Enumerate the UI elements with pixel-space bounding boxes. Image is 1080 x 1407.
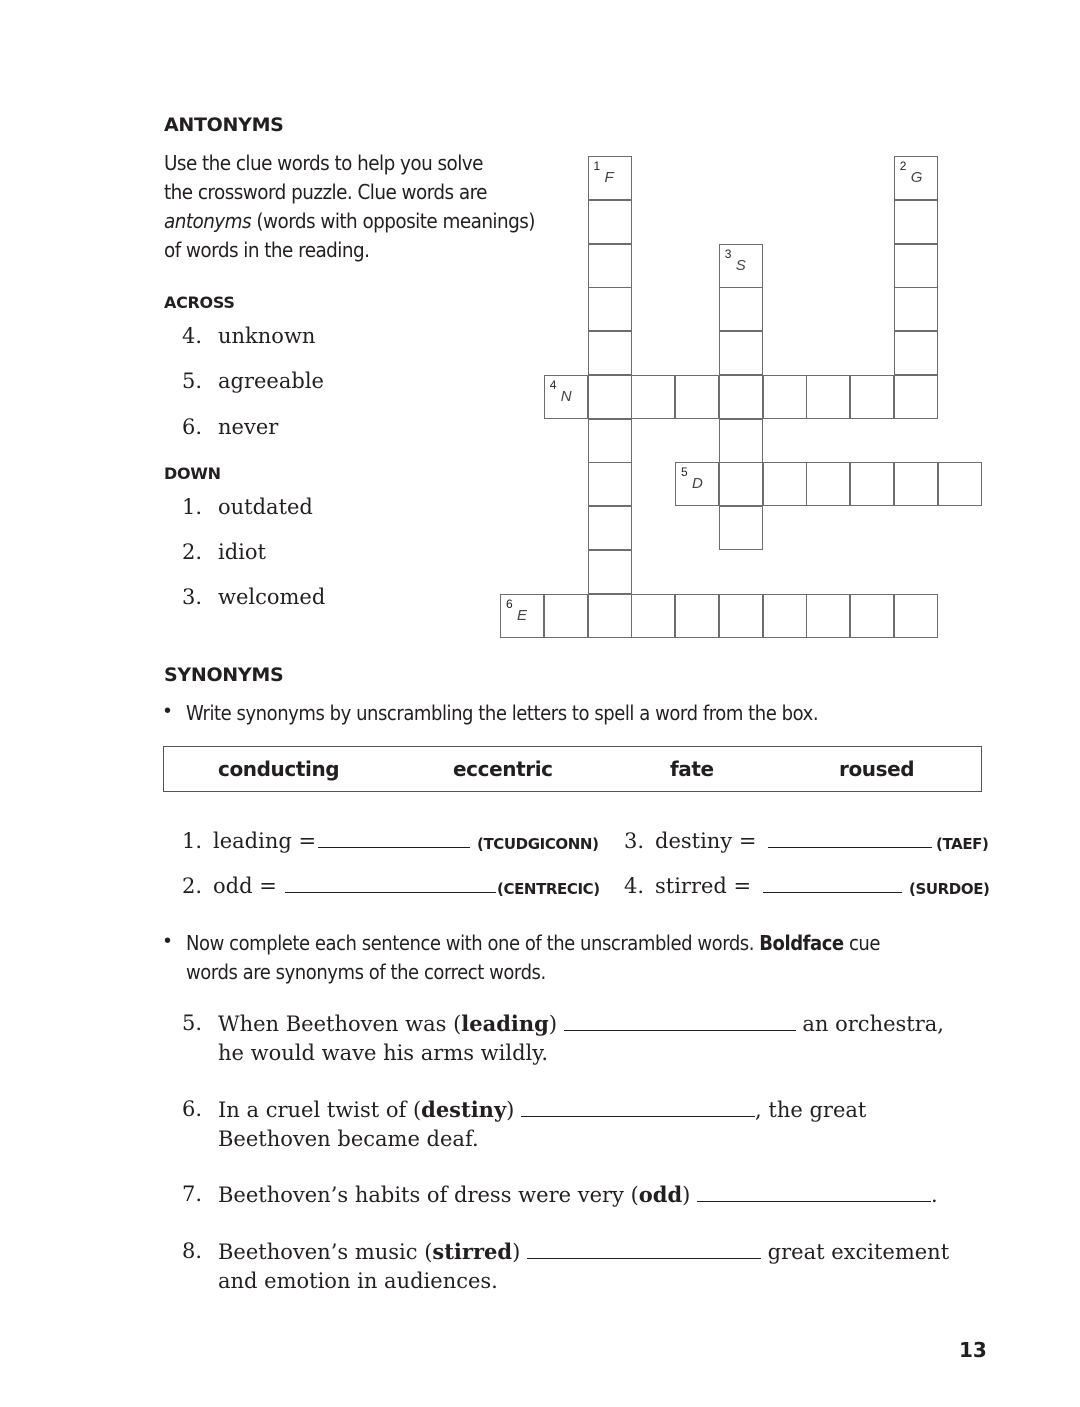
unscramble-item: [624, 874, 902, 898]
crossword-cell[interactable]: [850, 462, 894, 506]
crossword-cell[interactable]: [894, 244, 938, 288]
crossword-cell[interactable]: [588, 244, 632, 288]
crossword-cell[interactable]: [894, 462, 938, 506]
clue-word: idiot: [218, 540, 266, 564]
crossword-cell[interactable]: [588, 419, 632, 463]
item-number: 2.: [182, 874, 203, 898]
scrambled-letters: (CENTRECIC): [497, 880, 600, 898]
sentence-text: .: [931, 1183, 938, 1207]
intro-line-3-rest: (words with opposite meanings): [256, 209, 535, 233]
crossword-cell[interactable]: [850, 375, 894, 419]
sentence-text: ): [548, 1012, 558, 1036]
scrambled-letters: (TAEF): [936, 835, 989, 853]
hint-letter: G: [910, 169, 923, 186]
clue-number: 3.: [182, 585, 203, 609]
answer-blank[interactable]: [768, 829, 932, 848]
sentence-line-2: Beethoven became deaf.: [218, 1127, 479, 1151]
sentence-text: In a cruel twist of (: [218, 1098, 422, 1122]
clue-word: never: [218, 415, 279, 439]
sentence-item: [182, 1009, 972, 1068]
crossword-cell[interactable]: [588, 331, 632, 375]
bullet-icon: •: [164, 700, 172, 722]
crossword-cell[interactable]: [544, 594, 588, 638]
sentence-text: Beethoven’s habits of dress were very (: [218, 1183, 639, 1207]
hint-letter: D: [692, 475, 703, 493]
crossword-cell[interactable]: [719, 419, 763, 463]
crossword-cell[interactable]: [894, 375, 938, 419]
hint-letter: F: [604, 169, 614, 186]
crossword-cell[interactable]: [588, 287, 632, 331]
sentence-number: 6.: [182, 1097, 203, 1121]
hint-letter: S: [735, 256, 746, 274]
sentence-number: 8.: [182, 1239, 203, 1263]
instruction-bold: Boldface: [759, 931, 844, 955]
crossword-cell[interactable]: [806, 462, 850, 506]
crossword-grid: [0, 0, 1080, 660]
crossword-cell[interactable]: [588, 375, 632, 419]
item-prompt: odd =: [213, 874, 277, 898]
crossword-cell[interactable]: [500, 594, 544, 638]
sentence-number: 7.: [182, 1182, 203, 1206]
clue-word: outdated: [218, 495, 313, 519]
intro-italic-word: antonyms: [164, 209, 252, 233]
unscramble-item: [624, 829, 932, 853]
bullet-icon: •: [164, 930, 172, 952]
clue-start-number: 4: [549, 377, 557, 392]
answer-blank[interactable]: [527, 1240, 761, 1259]
crossword-cell[interactable]: [675, 375, 719, 419]
instruction-line-2: words are synonyms of the correct words.: [186, 960, 546, 984]
cue-word: stirred: [432, 1239, 513, 1264]
clue-word: unknown: [218, 324, 316, 348]
sentence-instruction: [186, 929, 880, 987]
clue-number: 2.: [182, 540, 203, 564]
hint-letter: N: [560, 387, 572, 405]
crossword-cell[interactable]: [763, 594, 807, 638]
crossword-cell[interactable]: [894, 594, 938, 638]
clue-number: 5.: [182, 369, 203, 393]
clue-start-number: 1: [593, 159, 601, 173]
synonyms-instruction: Write synonyms by unscrambling the letters to spell a word from the box.: [186, 701, 819, 725]
crossword-cell[interactable]: [675, 594, 719, 638]
crossword-cell[interactable]: [806, 375, 850, 419]
clue-number: 4.: [182, 324, 203, 348]
clue-start-number: 6: [506, 596, 513, 611]
crossword-cell[interactable]: [850, 594, 894, 638]
clue-start-number: 2: [899, 159, 907, 173]
clue-number: 6.: [182, 415, 203, 439]
sentence-item: [182, 1095, 972, 1154]
intro-line-4: of words in the reading.: [164, 238, 370, 262]
crossword-cell[interactable]: [938, 462, 982, 506]
sentence-text: , the great: [755, 1098, 867, 1122]
synonyms-heading: SYNONYMS: [164, 664, 284, 686]
sentence-text: great excitement: [767, 1240, 950, 1264]
crossword-cell[interactable]: [894, 200, 938, 244]
crossword-cell[interactable]: [719, 244, 763, 288]
sentence-number: 5.: [182, 1011, 203, 1035]
instruction-line-1: [186, 929, 880, 958]
sentence-line-2: he would wave his arms wildly.: [218, 1041, 549, 1065]
cue-word: odd: [638, 1182, 683, 1207]
instruction-text: cue: [848, 931, 880, 955]
crossword-cell[interactable]: [894, 287, 938, 331]
crossword-cell[interactable]: [631, 375, 675, 419]
answer-blank[interactable]: [318, 829, 470, 848]
scrambled-letters: (TCUDGICONN): [477, 835, 599, 853]
sentence-text: ): [506, 1098, 515, 1122]
sentence-line-2: and emotion in audiences.: [218, 1269, 498, 1293]
intro-line-2: the crossword puzzle. Clue words are: [164, 180, 487, 204]
crossword-cell[interactable]: [631, 594, 675, 638]
crossword-cell[interactable]: [588, 506, 632, 550]
hint-letter: E: [517, 606, 528, 624]
item-prompt: destiny =: [655, 829, 757, 853]
sentence-text: Beethoven’s music (: [218, 1240, 433, 1264]
crossword-cell[interactable]: [719, 594, 763, 638]
crossword-cell[interactable]: [894, 331, 938, 375]
box-word: conducting: [218, 757, 340, 781]
instruction-text: Now complete each sentence with one of the unscrambled words.: [186, 931, 755, 955]
sentence-text: ): [682, 1183, 691, 1207]
item-number: 4.: [624, 874, 645, 898]
cue-word: destiny: [421, 1097, 507, 1122]
crossword-cell[interactable]: [719, 287, 763, 331]
across-heading: ACROSS: [164, 293, 235, 312]
crossword-cell[interactable]: [763, 375, 807, 419]
crossword-cell[interactable]: [894, 156, 938, 200]
box-word: roused: [839, 757, 915, 781]
item-number: 3.: [624, 829, 645, 853]
answer-blank[interactable]: [285, 874, 496, 893]
clue-start-number: 5: [681, 465, 688, 480]
answer-blank[interactable]: [521, 1098, 755, 1117]
unscramble-item: [182, 829, 470, 853]
clue-start-number: 3: [724, 246, 732, 261]
crossword-cell[interactable]: [588, 594, 632, 638]
clue-number: 1.: [182, 495, 203, 519]
antonyms-heading: ANTONYMS: [164, 114, 284, 136]
box-word: fate: [670, 757, 714, 781]
crossword-cell[interactable]: [763, 462, 807, 506]
page-number: 13: [959, 1338, 987, 1362]
sentence-text: ): [512, 1240, 521, 1264]
answer-blank[interactable]: [763, 874, 902, 893]
sentence-item: [182, 1237, 972, 1296]
crossword-cell[interactable]: [806, 594, 850, 638]
crossword-cell[interactable]: [588, 200, 632, 244]
crossword-cell[interactable]: [719, 462, 763, 506]
clue-word: agreeable: [218, 369, 324, 393]
box-word: eccentric: [453, 757, 553, 781]
intro-line-1: Use the clue words to help you solve: [164, 151, 483, 175]
item-prompt: leading =: [213, 829, 317, 853]
down-heading: DOWN: [164, 464, 221, 483]
sentence-text: When Beethoven was (: [218, 1012, 462, 1036]
crossword-cell[interactable]: [588, 462, 632, 506]
sentence-text: an orchestra,: [802, 1012, 944, 1036]
unscramble-item: [182, 874, 496, 898]
crossword-cell[interactable]: [719, 506, 763, 550]
answer-blank[interactable]: [697, 1183, 931, 1202]
answer-blank[interactable]: [564, 1012, 796, 1031]
item-number: 1.: [182, 829, 203, 853]
scrambled-letters: (SURDOE): [909, 880, 990, 898]
crossword-cell[interactable]: [588, 156, 632, 200]
cue-word: leading: [461, 1011, 549, 1036]
clue-word: welcomed: [218, 585, 326, 609]
sentence-item: [182, 1180, 972, 1210]
item-prompt: stirred =: [655, 874, 752, 898]
crossword-cell[interactable]: [544, 375, 588, 419]
crossword-cell[interactable]: [719, 375, 763, 419]
crossword-cell[interactable]: [719, 331, 763, 375]
crossword-cell[interactable]: [588, 550, 632, 594]
crossword-cell[interactable]: [675, 462, 719, 506]
